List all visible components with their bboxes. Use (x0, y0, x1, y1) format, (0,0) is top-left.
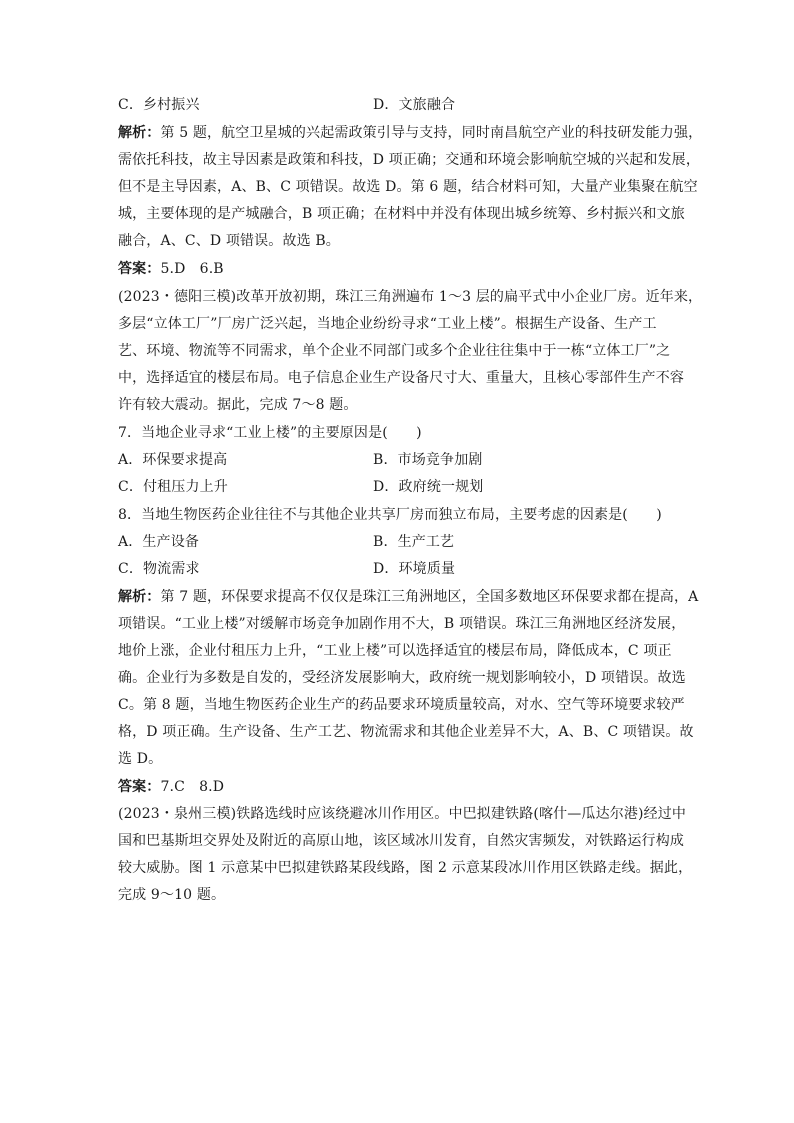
analysis-line-5: 融合，A、C、D 项错误。故选 B。 (118, 233, 340, 249)
passage-line-2: 多层“立体工厂”厂房广泛兴起，当地企业纷纷寻求“工业上楼”。根据生产设备、生产工 (118, 316, 657, 332)
option-c-q6: C．乡村振兴 (118, 97, 200, 113)
passage-line-4: 中，选择适宜的楼层布局。电子信息企业生产设备尺寸大、重量大，且核心零部件生产不容 (118, 370, 684, 386)
passage-line-1: (2023・德阳三模)改革开放初期，珠江三角洲遍布 1～3 层的扁平式中小企业厂房。近年来， (118, 289, 703, 305)
analysis-line-2: 需依托科技，故主导因素是政策和科技，D 项正确；交通和环境会影响航空城的兴起和发展， (118, 152, 700, 168)
analysis-line-4: 城，主要体现的是产城融合，B 项正确；在材料中并没有体现出城乡统筹、乡村振兴和文旅 (118, 206, 685, 222)
passage-line-5: 许有较大震动。据此，完成 7～8 题。 (118, 397, 358, 413)
answer-label: 答案： (118, 261, 161, 277)
analysis2-line-7: 选 D。 (118, 751, 163, 767)
answer-value: 5.D 6.B (160, 261, 224, 277)
passage-line-3: 艺、环境、物流等不同需求，单个企业不同部门或多个企业往往集中于一栋“立体工厂”之 (118, 343, 671, 359)
q7-option-a: A．环保要求提高 (118, 452, 228, 468)
answer-value: 7.C 8.D (160, 779, 225, 795)
analysis-label: 解析： (118, 125, 161, 141)
q8-option-c: C．物流需求 (118, 561, 200, 577)
option-d-q6: D．文旅融合 (373, 97, 456, 113)
answer-label: 答案： (118, 779, 161, 795)
passage3-line-1: (2023・泉州三模)铁路选线时应该绕避冰川作用区。中巴拟建铁路(喀什—瓜达尔港)经过中 (118, 806, 687, 822)
answer-line (118, 260, 224, 278)
passage3-line-3: 较大威胁。图 1 示意某中巴拟建铁路某段线路，图 2 示意某段冰川作用区铁路走线。据此， (118, 860, 693, 876)
analysis2-line-6: 格，D 项正确。生产设备、生产工艺、物流需求和其他企业差异不大，A、B、C 项错误。故 (118, 724, 694, 740)
q7-option-c: C．付租压力上升 (118, 479, 228, 495)
q7-option-d: D．政府统一规划 (373, 479, 484, 495)
answer2-line (118, 778, 224, 796)
analysis-text: 第 5 题，航空卫星城的兴起需政策引导与支持，同时南昌航空产业的科技研发能力强， (160, 125, 703, 141)
q8-option-b: B．生产工艺 (373, 534, 455, 550)
q8-option-a: A．生产设备 (118, 534, 200, 550)
passage3-line-2: 国和巴基斯坦交界处及附近的高原山地，该区域冰川发育，自然灾害频发，对铁路运行构成 (118, 833, 684, 849)
analysis2-line-4: 确。企业行为多数是自发的，受经济发展影响大，政府统一规划影响较小，D 项错误。故选 (118, 670, 686, 686)
analysis2-line-5: C。第 8 题，当地生物医药企业生产的药品要求环境质量较高，对水、空气等环境要求较严 (118, 697, 685, 713)
analysis-label: 解析： (118, 589, 161, 605)
analysis2-line-1 (118, 588, 698, 606)
question-8-stem: 8．当地生物医药企业往往不与其他企业共享厂房而独立布局，主要考虑的因素是( ) (118, 507, 662, 523)
analysis-line-1 (118, 124, 702, 142)
analysis2-line-3: 地价上涨，企业付租压力上升，“工业上楼”可以选择适宜的楼层布局，降低成本，C 项正 (118, 643, 672, 659)
passage3-line-4: 完成 9～10 题。 (118, 887, 226, 903)
analysis2-line-2: 项错误。“工业上楼”对缓解市场竞争加剧作用不大，B 项错误。珠江三角洲地区经济发展， (118, 616, 686, 632)
q8-option-d: D．环境质量 (373, 561, 456, 577)
q7-option-b: B．市场竞争加剧 (373, 452, 483, 468)
analysis-line-3: 但不是主导因素，A、B、C 项错误。故选 D。第 6 题，结合材料可知，大量产业集聚在航空 (118, 179, 698, 195)
analysis-text: 第 7 题，环保要求提高不仅仅是珠江三角洲地区，全国多数地区环保要求都在提高，A (160, 589, 699, 605)
question-7-stem: 7．当地企业寻求“工业上楼”的主要原因是( ) (118, 425, 422, 441)
